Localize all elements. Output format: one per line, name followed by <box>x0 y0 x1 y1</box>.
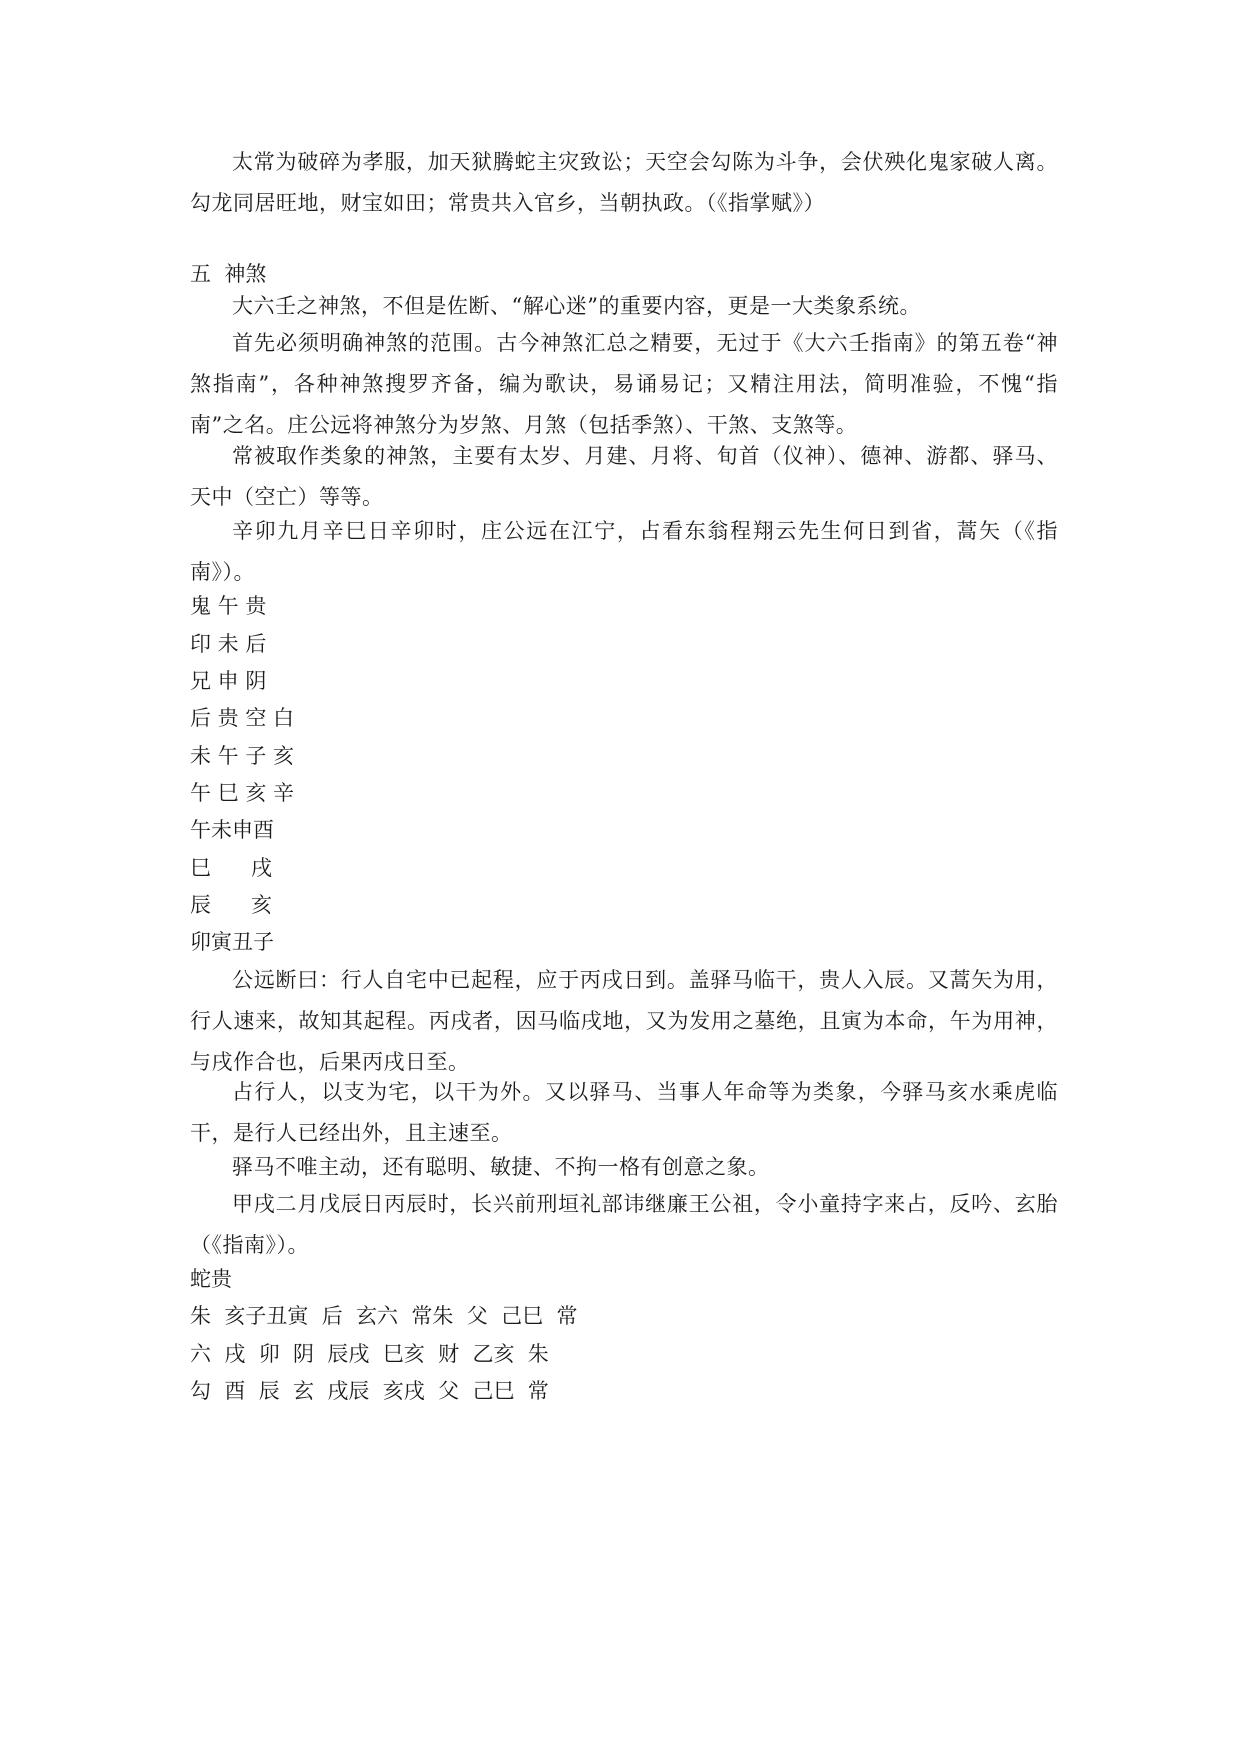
chart1-line: 后 贵 空 白 <box>190 706 295 730</box>
chart1-line: 兄 申 阴 <box>190 669 267 693</box>
chart2-line: 六 戌 卯 阴 辰戌 巳亥 财 乙亥 朱 <box>190 1342 549 1366</box>
chart1-line: 印 未 后 <box>190 632 267 656</box>
chart1-line: 鬼 午 贵 <box>190 594 267 618</box>
chart1-line: 午 巳 亥 辛 <box>190 781 295 805</box>
paragraph-taichang: 太常为破碎为孝服，加天狱腾蛇主灾致讼；天空会勾陈为斗争，会伏殃化鬼家破人离。勾龙同居旺地，财宝如田；常贵共入官乡，当朝执政。（《指掌赋》） <box>190 150 1058 215</box>
paragraph-case-xinmao: 辛卯九月辛巳日辛卯时，庄公远在江宁，占看东翁程翔云先生何日到省，蒿矢（《指南》）。 <box>190 519 1058 584</box>
chart2-line: 朱 亥子丑寅 后 玄六 常朱 父 己巳 常 <box>190 1304 578 1328</box>
paragraph-yima: 驿马不唯主动，还有聪明、敏捷、不拘一格有创意之象。 <box>232 1155 770 1179</box>
paragraph-shensha-intro: 大六壬之神煞，不但是佐断、“解心迷”的重要内容，更是一大类象系统。 <box>232 294 921 318</box>
paragraph-traveler: 占行人，以支为宅，以干为外。又以驿马、当事人年命等为类象，今驿马亥水乘虎临干，是行人已经出外，且主速至。 <box>190 1080 1058 1145</box>
chart2-line: 勾 酉 辰 玄 戌辰 亥戌 父 己巳 常 <box>190 1379 549 1403</box>
chart1-line: 午未申酉 <box>190 818 274 842</box>
paragraph-common-shensha: 常被取作类象的神煞，主要有太岁、月建、月将、旬首（仪神）、德神、游都、驿马、天中（空亡）等等。 <box>190 444 1058 509</box>
chart1-line: 巳 戌 <box>190 856 273 880</box>
chart1-line: 未 午 子 亥 <box>190 744 295 768</box>
chart1-line: 卯寅丑子 <box>190 930 274 954</box>
section-heading: 五 神煞 <box>190 262 267 286</box>
paragraph-gongyuan-judgment: 公远断曰：行人自宅中已起程，应于丙戌日到。盖驿马临干，贵人入辰。又蒿矢为用，行人速来，故知其起程。丙戌者，因马临戌地，又为发用之墓绝，且寅为本命，午为用神，与戌作合也，后果丙戌日至。 <box>190 968 1058 1074</box>
chart2-line: 蛇贵 <box>190 1267 232 1291</box>
chart1-line: 辰 亥 <box>190 893 273 917</box>
paragraph-shensha-scope: 首先必须明确神煞的范围。古今神煞汇总之精要，无过于《大六壬指南》的第五卷“神煞指南”，各种神煞搜罗齐备，编为歌诀，易诵易记；又精注用法，简明准验，不愧“指南”之名。庄公远将神煞分为岁煞、月煞（包括季煞）、干煞、支煞等。 <box>190 331 1058 437</box>
paragraph-case-jiaxu: 甲戌二月戊辰日丙辰时，长兴前刑垣礼部讳继廉王公祖，令小童持字来占，反吟、玄胎（《指南》）。 <box>190 1192 1058 1257</box>
